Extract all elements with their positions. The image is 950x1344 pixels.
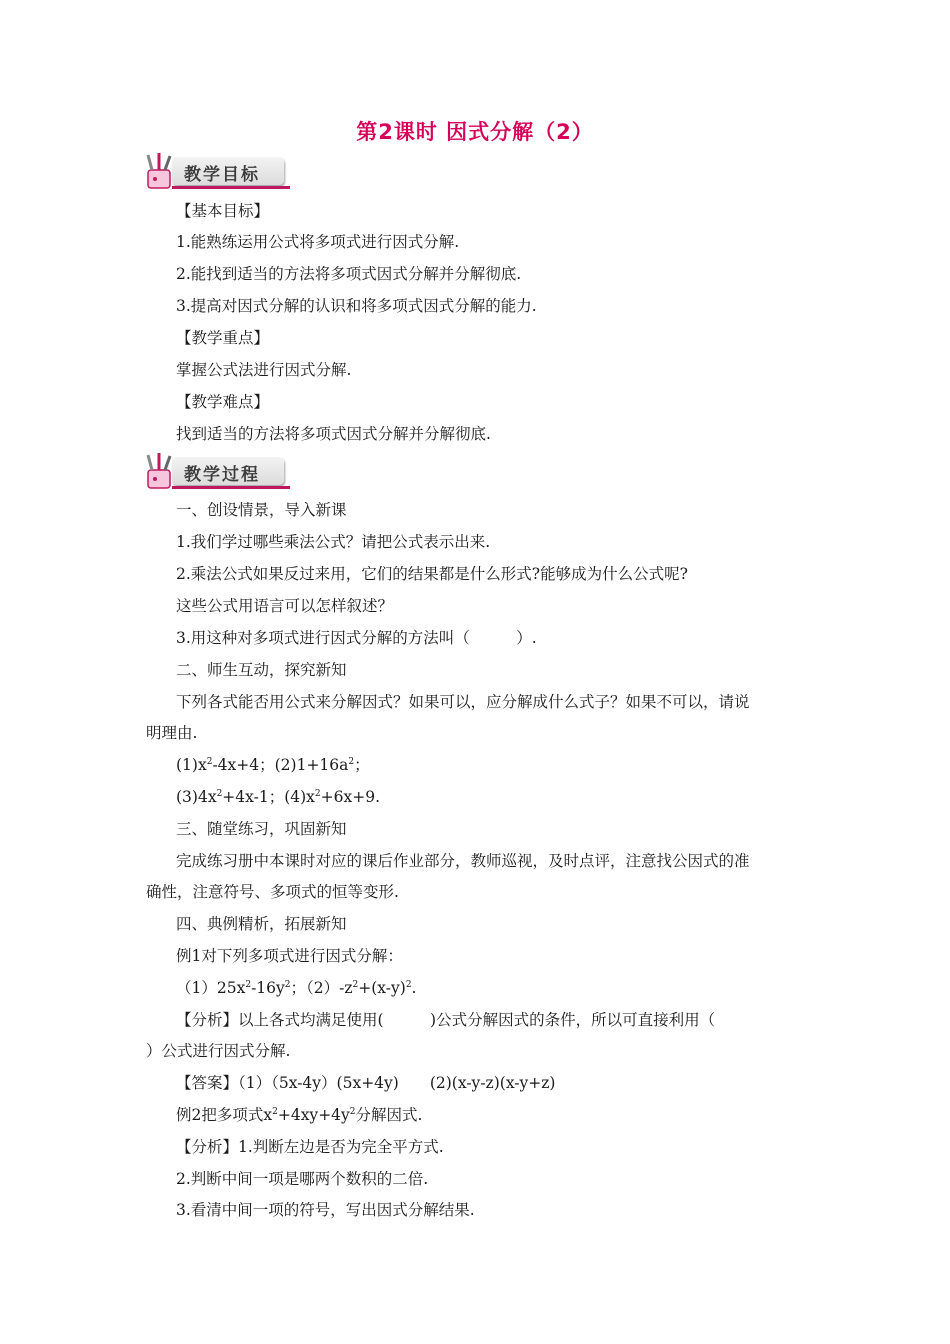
difficult-point: 找到适当的方法将多项式因式分解并分解彻底.: [176, 425, 491, 443]
step-1-q3: 3.用这种对多项式进行因式分解的方法叫（ ）.: [176, 629, 537, 647]
goal-2: 2.能找到适当的方法将多项式因式分解并分解彻底.: [176, 265, 522, 283]
step-1-q2b: 这些公式用语言可以怎样叙述？: [176, 597, 394, 615]
section-title-process: 教学过程: [184, 465, 260, 485]
step-3-text-cont: 确性，注意符号、多项式的恒等变形.: [146, 883, 399, 901]
example-1-answer: 【答案】（1）（5x-4y）(5x+4y) (2)(x-y-z)(x-y+z): [176, 1074, 556, 1092]
step-2-question-cont: 明理由.: [146, 724, 198, 742]
example-1-problems: $(1)25x^2-16y^2$；$(2)-z^2+(x-y)^2$.: [176, 979, 417, 997]
heading-difficult-point: 【教学难点】: [176, 393, 270, 411]
goal-1: 1.能熟练运用公式将多项式进行因式分解.: [176, 233, 460, 251]
step-1-q2: 2.乘法公式如果反过来用，它们的结果都是什么形式?能够成为什么公式呢?: [176, 565, 688, 583]
key-point: 掌握公式法进行因式分解.: [176, 361, 352, 379]
example-2-analysis-1: 【分析】1.判断左边是否为完全平方式.: [176, 1138, 444, 1156]
exercise-line-2: $(3)4x^2+4x-1$；$(4)x^2+6x+9$.: [176, 788, 381, 806]
example-2-analysis-2: 2.判断中间一项是哪两个数积的二倍.: [176, 1170, 429, 1188]
example-1: 例1对下列多项式进行因式分解：: [176, 947, 403, 965]
step-2-heading: 二、师生互动，探究新知: [176, 661, 347, 679]
section-title-goals: 教学目标: [184, 165, 260, 185]
page-title: 第2课时 因式分解（2）: [356, 120, 594, 144]
heading-basic-goals: 【基本目标】: [176, 202, 270, 220]
step-4-heading: 四、典例精析，拓展新知: [176, 915, 347, 933]
heading-key-point: 【教学重点】: [176, 329, 270, 347]
step-2-question: 下列各式能否用公式来分解因式？如果可以，应分解成什么式子？如果不可以，请说: [176, 693, 750, 711]
example-1-analysis-cont: ）公式进行因式分解.: [146, 1042, 291, 1060]
example-2: 例2把多项式$x^2+4xy+4y^2$分解因式.: [176, 1106, 423, 1124]
example-1-analysis: 【分析】以上各式均满足使用( )公式分解因式的条件，所以可直接利用（: [176, 1011, 716, 1029]
step-3-text: 完成练习册中本课时对应的课后作业部分，教师巡视，及时点评，注意找公因式的准: [176, 852, 750, 870]
example-2-analysis-3: 3.看清中间一项的符号，写出因式分解结果.: [176, 1201, 475, 1219]
step-3-heading: 三、随堂练习，巩固新知: [176, 820, 347, 838]
goal-3: 3.提高对因式分解的认识和将多项式因式分解的能力.: [176, 297, 537, 315]
section-header-process: [142, 452, 292, 492]
step-1-heading: 一、创设情景，导入新课: [176, 501, 347, 519]
step-1-q1: 1.我们学过哪些乘法公式？请把公式表示出来.: [176, 533, 491, 551]
exercise-line-1: $(1)x^2-4x+4$；$(2)1+16a^2$；: [176, 756, 370, 774]
section-header-goals: [142, 152, 292, 192]
